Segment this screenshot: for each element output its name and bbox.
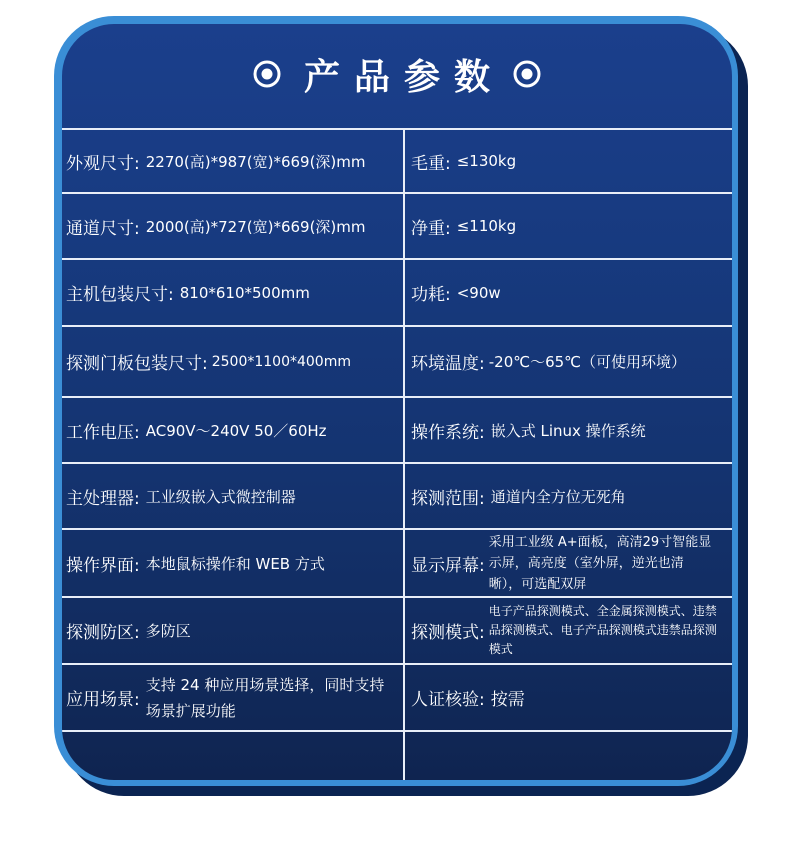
spec-label: 探测范围: — [411, 488, 485, 509]
spec-cell — [405, 398, 732, 462]
spec-value: 2500*1100*400mm — [211, 353, 351, 370]
spec-label: 显示屏幕: — [411, 555, 485, 576]
spec-panel — [62, 24, 732, 780]
spec-value: -20℃～65℃（可使用环境） — [488, 353, 687, 371]
spec-cell — [405, 130, 732, 192]
spec-cell — [405, 260, 732, 325]
spec-value: 2270(高)*987(宽)*669(深)mm — [145, 152, 366, 171]
spec-label: 主处理器: — [66, 488, 140, 509]
spec-value: 支持 24 种应用场景选择，同时支持场景扩展功能 — [145, 675, 385, 720]
spec-label: 探测门板包装尺寸: — [66, 354, 208, 374]
spec-label: 主机包装尺寸: — [66, 285, 174, 305]
spec-value: 2000(高)*727(宽)*669(深)mm — [145, 217, 366, 236]
spec-cell — [405, 598, 732, 663]
spec-label: 探测模式: — [411, 623, 485, 643]
spec-label: 人证核验: — [411, 690, 485, 710]
spec-value: 按需 — [490, 690, 525, 710]
spec-label: 工作电压: — [66, 422, 140, 443]
spec-label: 外观尺寸: — [66, 153, 140, 174]
spec-cell — [62, 598, 403, 663]
spec-cell-empty — [405, 732, 732, 780]
page-title: 产品参数 — [303, 56, 504, 98]
spec-value: 810*610*500mm — [179, 283, 310, 302]
spec-label: 探测防区: — [66, 623, 140, 643]
spec-value: 本地鼠标操作和 WEB 方式 — [145, 554, 325, 573]
spec-value: ≤110kg — [456, 217, 517, 235]
spec-value: 多防区 — [145, 622, 191, 640]
spec-label: 毛重: — [411, 153, 451, 174]
spec-cell — [405, 194, 732, 258]
circle-dot-icon — [512, 59, 542, 89]
spec-cell-empty — [62, 732, 403, 780]
spec-value: 电子产品探测模式、全金属探测模式、违禁品探测模式、电子产品探测模式违禁品探测模式 — [488, 604, 717, 656]
spec-value: <90w — [456, 283, 501, 302]
spec-value: 嵌入式 Linux 操作系统 — [490, 421, 646, 440]
spec-label: 通道尺寸: — [66, 218, 140, 239]
spec-cell — [405, 530, 732, 596]
spec-cell — [405, 464, 732, 528]
spec-label: 操作界面: — [66, 555, 140, 576]
spec-cell — [62, 530, 403, 596]
spec-cell — [62, 130, 403, 192]
title-bar — [62, 46, 732, 102]
spec-cell — [62, 327, 403, 396]
spec-cell — [62, 398, 403, 462]
spec-label: 操作系统: — [411, 422, 485, 443]
spec-value: 采用工业级 A+面板，高清29寸智能显示屏，高亮度（室外屏，逆光也清晰），可选配双屏 — [488, 534, 712, 592]
spec-value: ≤130kg — [456, 152, 517, 170]
spec-label: 净重: — [411, 218, 451, 239]
spec-cell — [62, 260, 403, 325]
circle-dot-icon — [252, 59, 282, 89]
spec-cell — [62, 665, 403, 730]
spec-value: 工业级嵌入式微控制器 — [145, 487, 296, 506]
spec-label: 应用场景: — [66, 690, 140, 710]
spec-label: 功耗: — [411, 285, 451, 305]
spec-cell — [405, 327, 732, 396]
spec-cell — [62, 194, 403, 258]
spec-cell — [405, 665, 732, 730]
spec-label: 环境温度: — [411, 354, 485, 374]
spec-value: 通道内全方位无死角 — [490, 487, 626, 506]
spec-cell — [62, 464, 403, 528]
spec-value: AC90V～240V 50／60Hz — [145, 421, 327, 440]
